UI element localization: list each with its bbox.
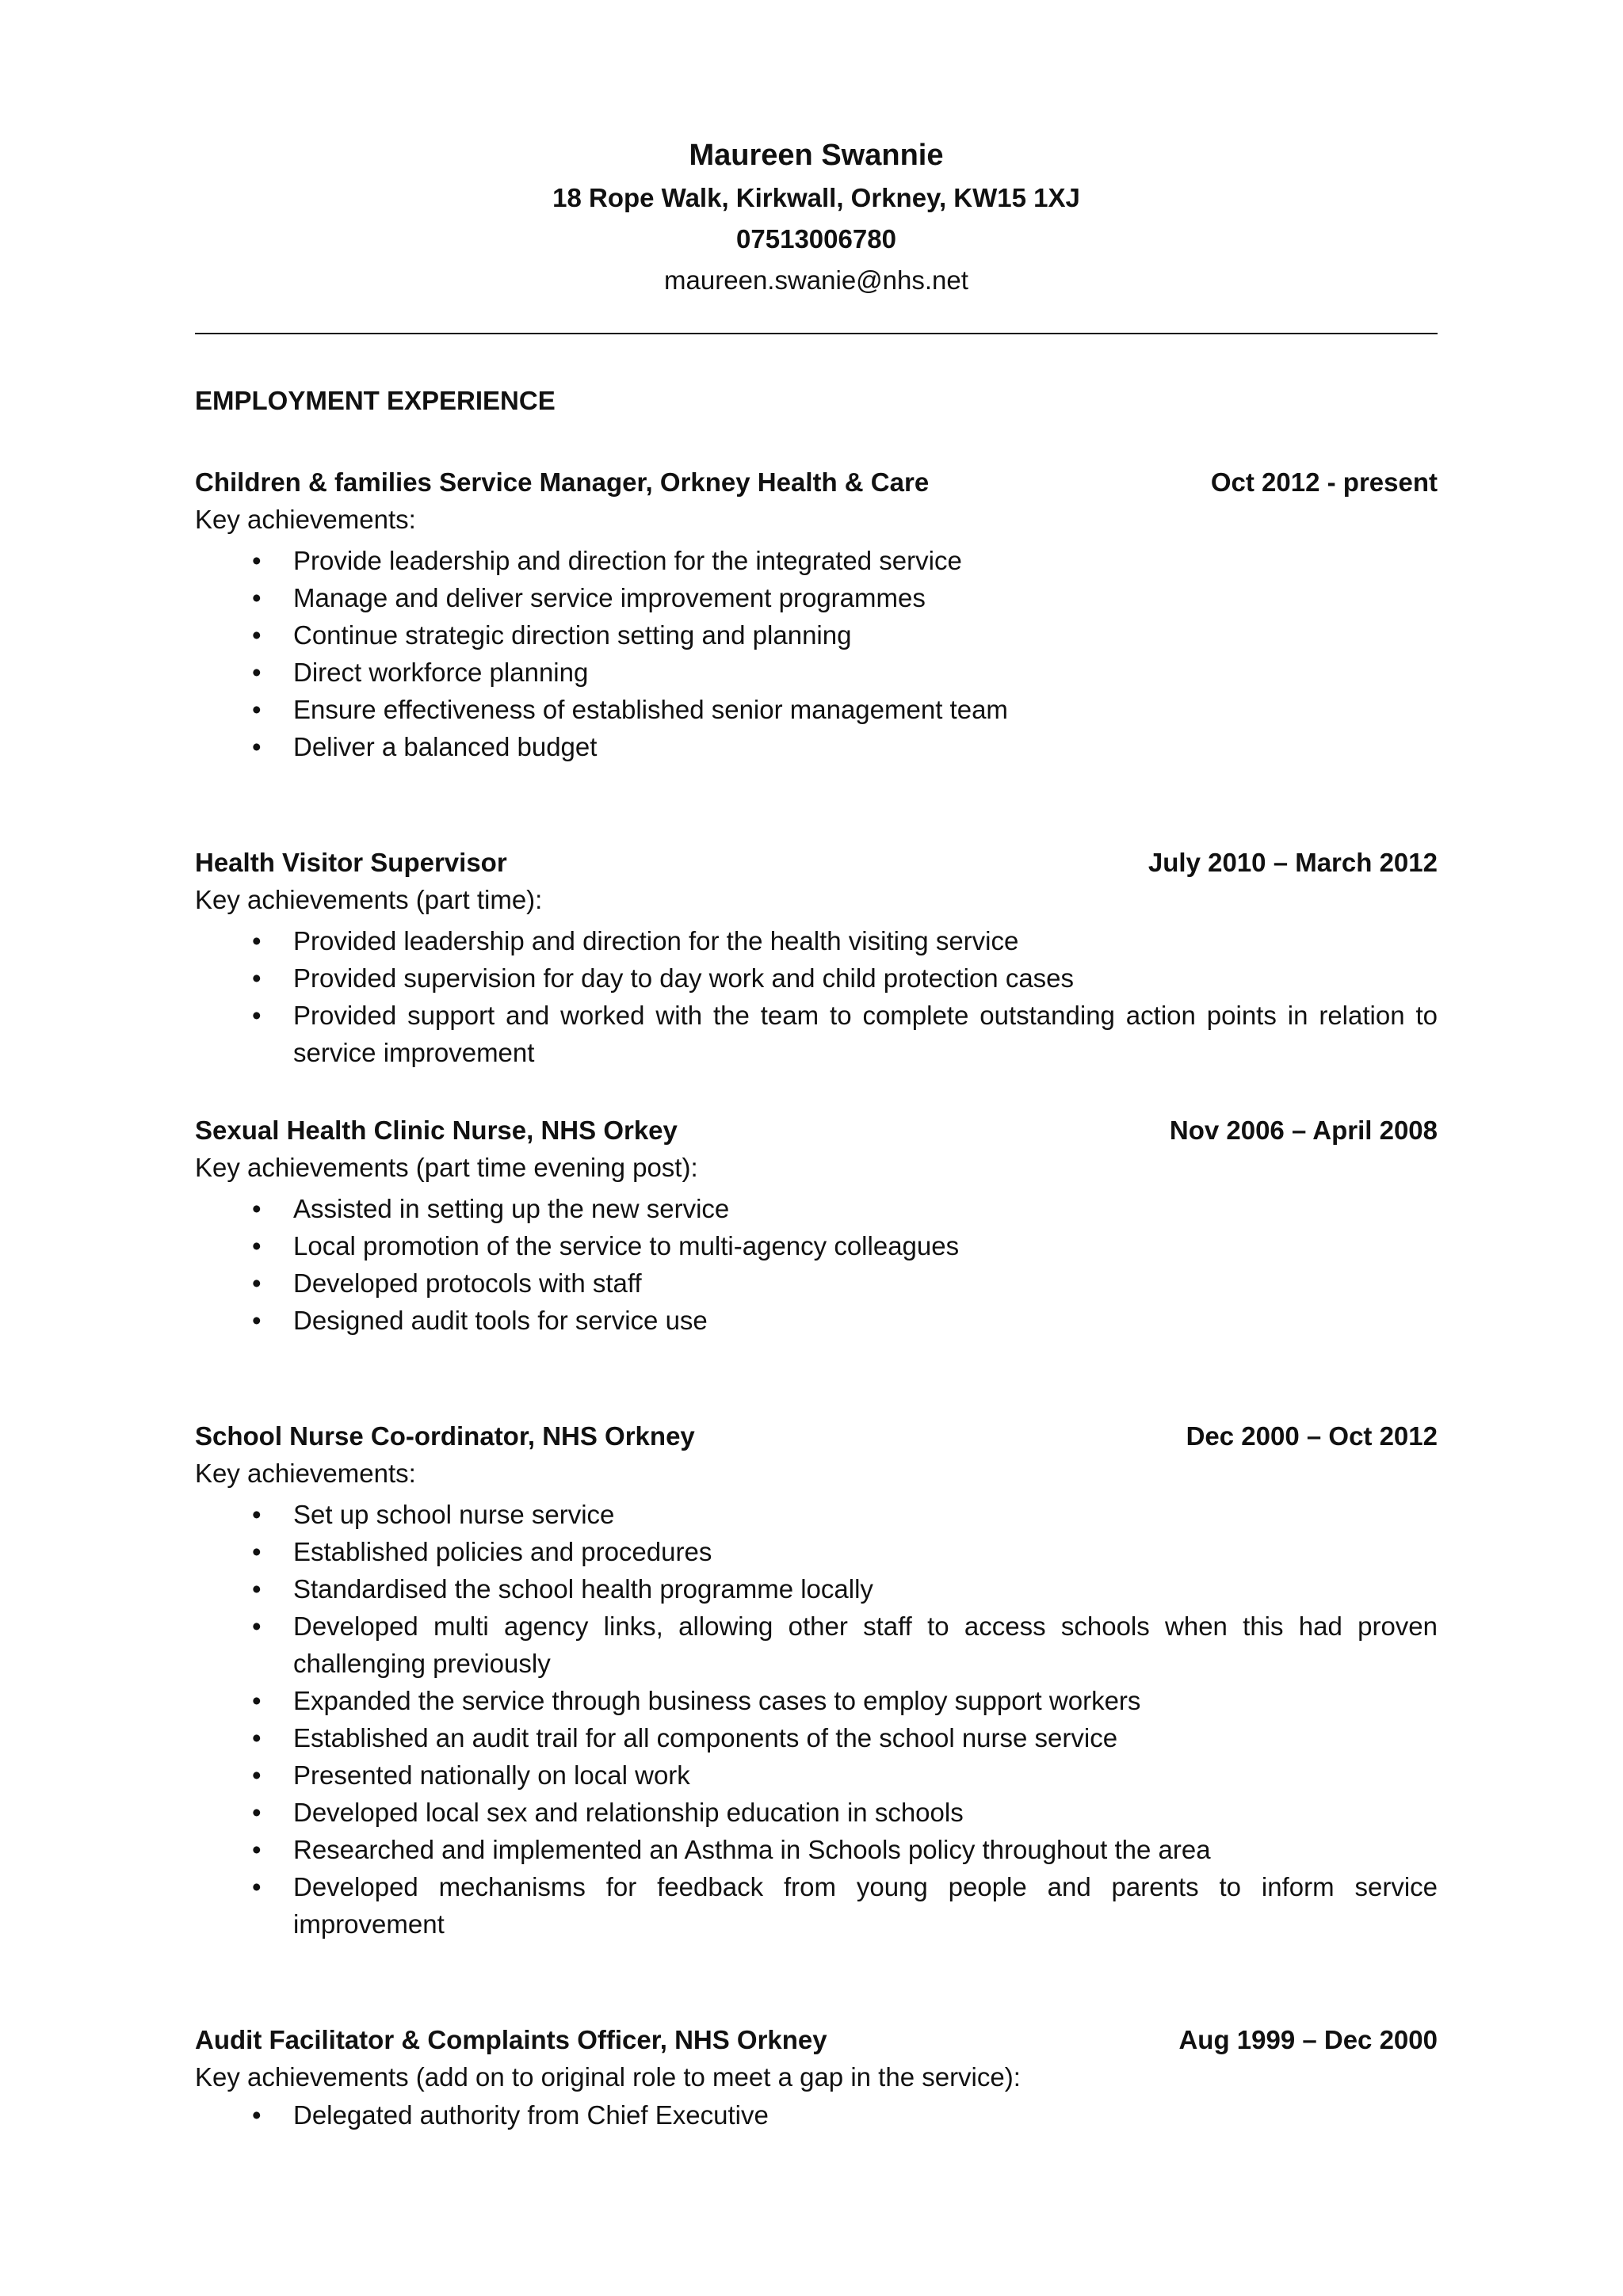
job-header (195, 845, 1438, 881)
list-item: • Expanded the service through business cases to employ support workers (195, 1682, 1438, 1719)
list-item: • Continue strategic direction setting and planning (195, 616, 1438, 654)
job-intro: Key achievements (part time evening post): (195, 1153, 698, 1182)
bullet-icon: • (252, 1611, 262, 1641)
bullet-icon: • (252, 1574, 262, 1604)
list-item: • Researched and implemented an Asthma in Schools policy throughout the area (195, 1831, 1438, 1868)
bullet-icon: • (252, 1500, 262, 1529)
job-header (195, 2022, 1438, 2058)
list-item: • Ensure effectiveness of established senior management team (195, 691, 1438, 728)
bullet-icon: • (252, 658, 262, 687)
list-item: • Local promotion of the service to multi-agency colleagues (195, 1227, 1438, 1264)
cv-page (195, 133, 1438, 2134)
job-entry (195, 1418, 1438, 1943)
list-item: • Established policies and procedures (195, 1533, 1438, 1570)
applicant-address: 18 Rope Walk, Kirkwall, Orkney, KW15 1XJ (552, 183, 1080, 212)
bullet-icon: • (252, 583, 262, 612)
list-item: • Standardised the school health programme locally (195, 1570, 1438, 1608)
job-intro: Key achievements: (195, 1459, 416, 1488)
bullet-icon: • (252, 1798, 262, 1827)
bullet-icon: • (252, 1872, 262, 1901)
bullet-icon: • (252, 695, 262, 724)
bullet-icon: • (252, 546, 262, 575)
job-title: Children & families Service Manager, Orkney Health & Care (195, 467, 930, 497)
bullet-icon: • (252, 2100, 262, 2130)
bullet-icon: • (252, 1306, 262, 1335)
bullet-icon: • (252, 1835, 262, 1864)
bullet-icon: • (252, 620, 262, 650)
list-item: • Delegated authority from Chief Executive (195, 2096, 1438, 2134)
job-title: Sexual Health Clinic Nurse, NHS Orkey (195, 1116, 678, 1145)
bullet-icon: • (252, 1001, 262, 1030)
bullet-icon: • (252, 1686, 262, 1715)
job-dates: Oct 2012 - present (1210, 467, 1438, 497)
bullet-icon: • (252, 926, 262, 955)
bullet-icon: • (252, 1537, 262, 1566)
list-item: • Developed protocols with staff (195, 1264, 1438, 1302)
bullet-icon: • (252, 1268, 262, 1298)
list-item: • Provided supervision for day to day work and child protection cases (195, 959, 1438, 997)
list-item: • Developed multi agency links, allowing other staff to access schools when this had proven challenging previously (195, 1608, 1438, 1682)
applicant-email: maureen.swanie@nhs.net (664, 265, 968, 295)
job-header (195, 1112, 1438, 1149)
job-intro: Key achievements (part time): (195, 885, 543, 914)
list-item: • Presented nationally on local work (195, 1756, 1438, 1794)
bullet-icon: • (252, 1723, 262, 1753)
section-title-employment: EMPLOYMENT EXPERIENCE (195, 386, 556, 415)
job-dates: July 2010 – March 2012 (1148, 848, 1438, 877)
job-dates: Aug 1999 – Dec 2000 (1178, 2025, 1438, 2054)
achievement-list (195, 2096, 1438, 2134)
list-item: • Provided support and worked with the team to complete outstanding action points in relation to service improvement (195, 997, 1438, 1071)
bullet-icon: • (252, 732, 262, 761)
list-item: • Designed audit tools for service use (195, 1302, 1438, 1339)
job-header (195, 464, 1438, 501)
list-item: • Provided leadership and direction for the health visiting service (195, 922, 1438, 959)
list-item: • Assisted in setting up the new service (195, 1190, 1438, 1227)
bullet-icon: • (252, 1231, 262, 1261)
job-dates: Dec 2000 – Oct 2012 (1186, 1421, 1438, 1451)
job-dates: Nov 2006 – April 2008 (1169, 1116, 1438, 1145)
job-entry (195, 2022, 1438, 2134)
achievement-list (195, 922, 1438, 1071)
job-title: School Nurse Co-ordinator, NHS Orkney (195, 1421, 695, 1451)
bullet-icon: • (252, 1760, 262, 1790)
bullet-icon: • (252, 963, 262, 993)
list-item: • Developed local sex and relationship education in schools (195, 1794, 1438, 1831)
list-item: • Provide leadership and direction for the integrated service (195, 542, 1438, 579)
job-header (195, 1418, 1438, 1455)
list-item: • Manage and deliver service improvement programmes (195, 579, 1438, 616)
job-intro: Key achievements (add on to original role to meet a gap in the service): (195, 2062, 1021, 2092)
cv-header (195, 133, 1438, 301)
applicant-phone: 07513006780 (736, 224, 896, 254)
job-entry (195, 845, 1438, 1071)
list-item: • Direct workforce planning (195, 654, 1438, 691)
job-entry (195, 1112, 1438, 1339)
applicant-name: Maureen Swannie (689, 139, 944, 172)
achievement-list (195, 1190, 1438, 1339)
list-item: • Established an audit trail for all components of the school nurse service (195, 1719, 1438, 1756)
job-title: Audit Facilitator & Complaints Officer, NHS Orkney (195, 2025, 827, 2054)
list-item: • Developed mechanisms for feedback from young people and parents to inform service improvement (195, 1868, 1438, 1943)
job-title: Health Visitor Supervisor (195, 848, 507, 877)
job-entry (195, 464, 1438, 765)
header-divider (195, 333, 1438, 334)
bullet-icon: • (252, 1194, 262, 1223)
achievement-list (195, 1496, 1438, 1943)
achievement-list (195, 542, 1438, 765)
list-item: • Deliver a balanced budget (195, 728, 1438, 765)
list-item: • Set up school nurse service (195, 1496, 1438, 1533)
job-intro: Key achievements: (195, 505, 416, 534)
